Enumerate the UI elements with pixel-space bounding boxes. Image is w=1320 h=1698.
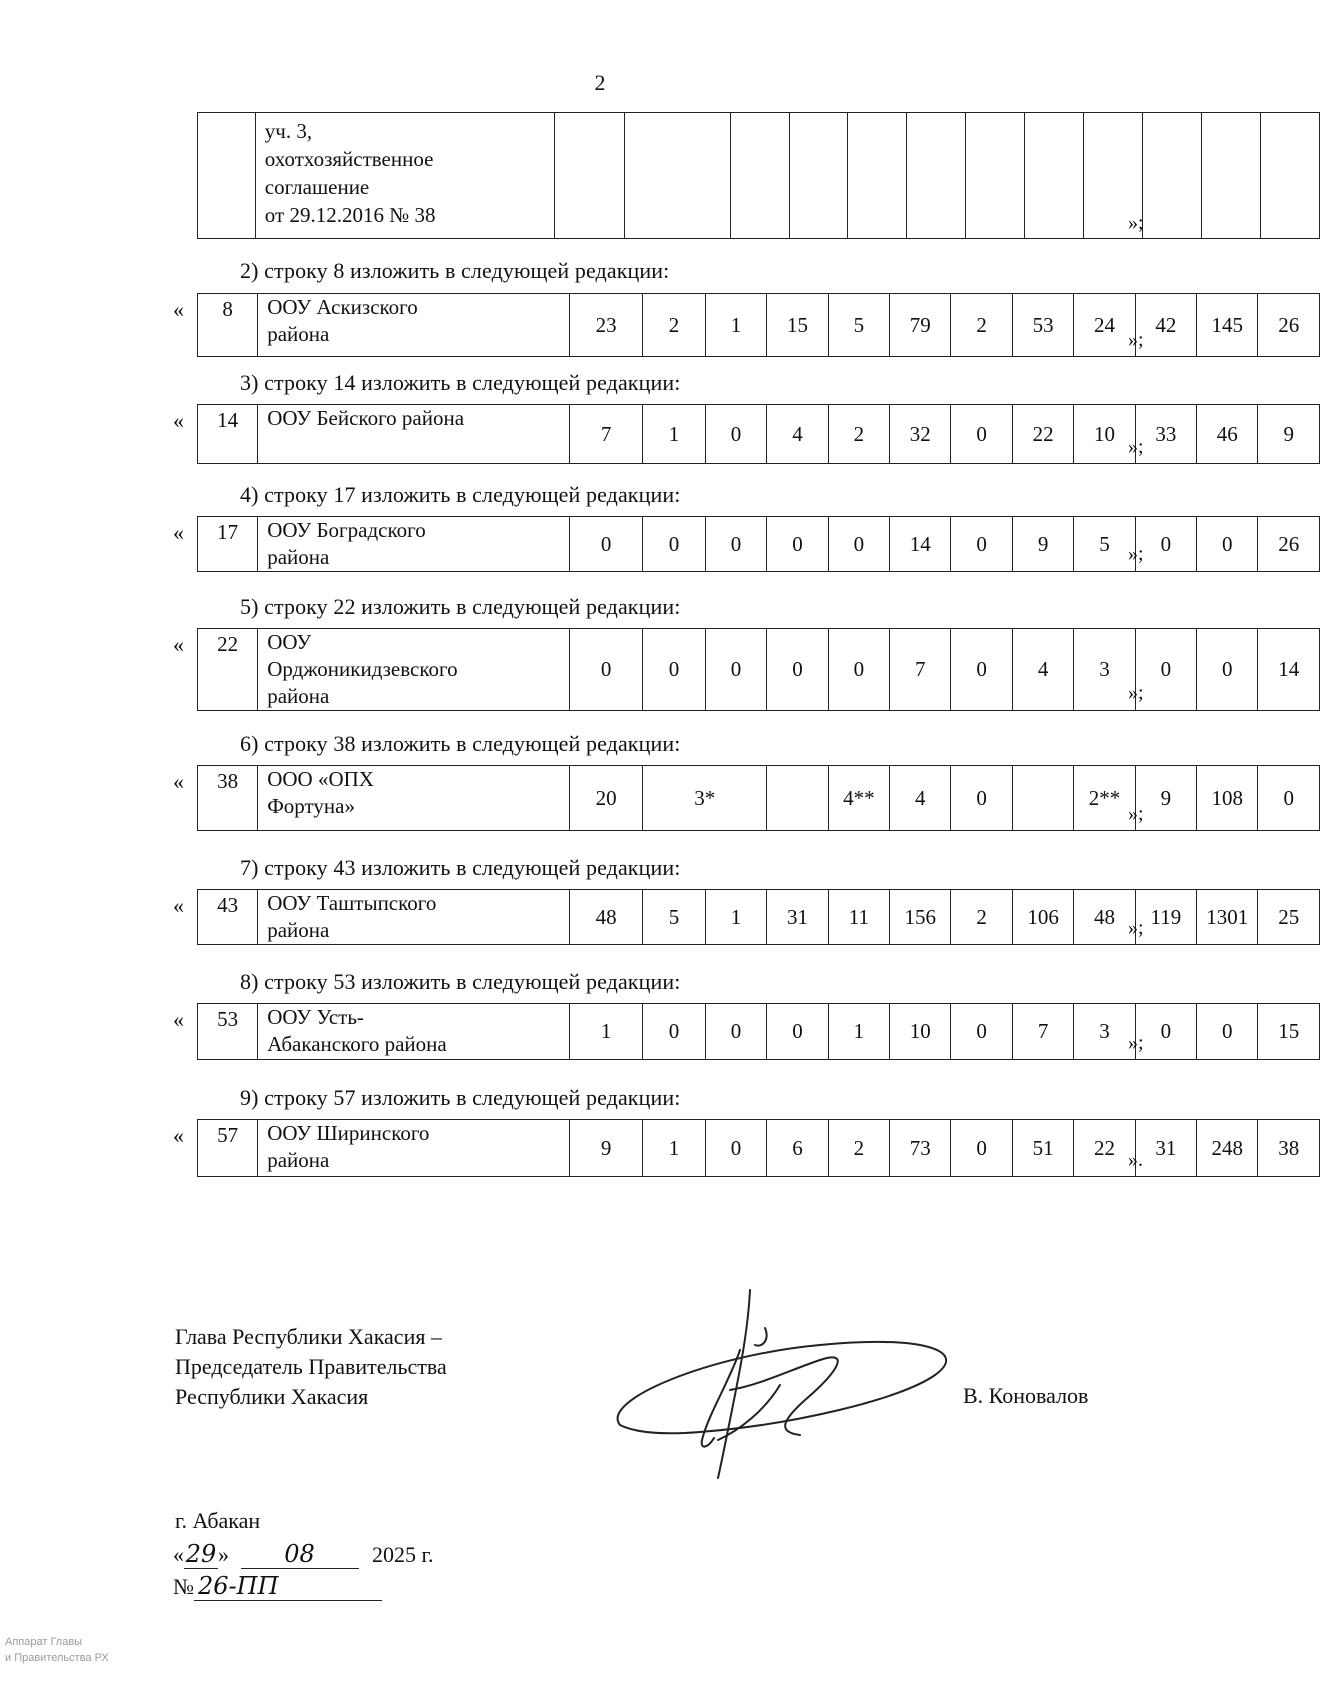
continuation-name-line: от 29.12.2016 № 38	[264, 203, 436, 227]
value-cell: 48	[1074, 890, 1135, 945]
value-cell: 51	[1012, 1120, 1073, 1177]
value-cell: 15	[767, 294, 828, 357]
signatory-title-line: Председатель Правительства	[175, 1354, 447, 1379]
value-cell: 9	[570, 1120, 643, 1177]
date-day: 29	[185, 1540, 217, 1568]
value-cell: 0	[1197, 1004, 1258, 1060]
document-number	[173, 1572, 382, 1601]
close-quote: »;	[1128, 1032, 1144, 1054]
organization-name-line: ООУ	[267, 630, 312, 654]
value-cell: 1	[828, 1004, 889, 1060]
value-cell: 9	[1135, 766, 1196, 831]
value-cell: 119	[1135, 890, 1196, 945]
value-cell: 11	[828, 890, 889, 945]
handwritten-signature	[590, 1290, 970, 1480]
value-cell: 0	[951, 1120, 1012, 1177]
value-cell: 23	[570, 294, 643, 357]
open-quote: «	[173, 520, 184, 545]
continuation-table	[197, 112, 1320, 239]
signing-date	[173, 1540, 434, 1569]
value-cell: 4**	[828, 766, 889, 831]
value-cell: 0	[570, 517, 643, 572]
stamp-line: Аппарат Главы	[5, 1636, 83, 1648]
value-cell: 0	[643, 1004, 706, 1060]
value-cell: 53	[1012, 294, 1073, 357]
value-cell: 7	[1012, 1004, 1073, 1060]
value-cell: 0	[705, 405, 766, 464]
amended-row-table	[197, 404, 1320, 464]
value-cell: 1	[705, 890, 766, 945]
organization-name-line: района	[267, 918, 330, 942]
continuation-name-line: уч. 3,	[264, 119, 313, 143]
organization-name-line: ООУ Боградского	[267, 518, 426, 542]
amendment-heading: 2) строку 8 изложить в следующей редакции:	[240, 258, 670, 283]
stamp-line: и Правительства РХ	[5, 1652, 109, 1664]
organization-name-cell	[258, 890, 570, 945]
number-prefix: №	[173, 1574, 194, 1599]
table-row	[198, 405, 1320, 464]
value-cell: 4	[1012, 629, 1073, 711]
continuation-name-line: охотхозяйственное	[264, 147, 434, 171]
registration-stamp	[5, 1634, 109, 1666]
value-cell: 26	[1258, 294, 1320, 357]
value-cell: 10	[1074, 405, 1135, 464]
value-cell: 0	[570, 629, 643, 711]
value-cell: 73	[890, 1120, 951, 1177]
open-quote: «	[173, 408, 184, 433]
value-cell: 0	[705, 629, 766, 711]
amendment-heading: 8) строку 53 изложить в следующей редакции:	[240, 969, 681, 994]
date-year: 2025 г.	[372, 1542, 434, 1567]
organization-name-line: ООУ Бейского района	[267, 406, 465, 430]
continuation-name-cell	[255, 113, 554, 239]
value-cell: 1	[570, 1004, 643, 1060]
value-cell: 3*	[643, 766, 767, 831]
signatory-title-line: Глава Республики Хакасия –	[175, 1324, 442, 1349]
value-cell: 2	[643, 294, 706, 357]
value-cell: 31	[1135, 1120, 1196, 1177]
value-cell: 7	[890, 629, 951, 711]
value-cell: 4	[767, 405, 828, 464]
open-quote: «	[173, 893, 184, 918]
amended-row-table	[197, 1003, 1320, 1060]
page-number: 2	[594, 70, 606, 95]
organization-name-line: ООУ Таштыпского	[267, 891, 437, 915]
open-quote: «	[173, 1007, 184, 1032]
amended-row-table	[197, 889, 1320, 945]
amendment-heading: 5) строку 22 изложить в следующей редакции:	[240, 594, 681, 619]
value-cell: 22	[1074, 1120, 1135, 1177]
table-row	[198, 1120, 1320, 1177]
amended-row-table	[197, 516, 1320, 572]
organization-name-cell	[258, 629, 570, 711]
value-cell: 0	[643, 629, 706, 711]
table-row	[198, 517, 1320, 572]
value-cell: 42	[1135, 294, 1196, 357]
continuation-num-cell	[198, 113, 256, 239]
amended-row-table	[197, 765, 1320, 831]
organization-name-line: района	[267, 322, 330, 346]
value-cell: 156	[890, 890, 951, 945]
value-cell: 0	[951, 517, 1012, 572]
value-cell: 1301	[1197, 890, 1258, 945]
value-cell: 32	[890, 405, 951, 464]
organization-name-line: Абаканского района	[267, 1032, 447, 1056]
table-row	[198, 294, 1320, 357]
close-quote: »;	[1128, 803, 1144, 825]
organization-name-cell	[258, 1004, 570, 1060]
organization-name-cell	[258, 294, 570, 357]
value-cell: 0	[951, 766, 1012, 831]
value-cell: 248	[1197, 1120, 1258, 1177]
organization-name-line: ООУ Аскизского	[267, 295, 418, 319]
value-cell: 0	[951, 405, 1012, 464]
organization-name-line: района	[267, 1148, 330, 1172]
value-cell: 0	[1135, 629, 1196, 711]
value-cell: 3	[1074, 629, 1135, 711]
open-quote: «	[173, 632, 184, 657]
row-number-cell: 17	[198, 517, 258, 572]
value-cell: 0	[643, 517, 706, 572]
table-row	[198, 766, 1320, 831]
value-cell: 14	[890, 517, 951, 572]
value-cell: 0	[767, 517, 828, 572]
close-quote: ».	[1128, 1149, 1143, 1171]
open-quote: «	[173, 1123, 184, 1148]
table-row	[198, 1004, 1320, 1060]
table-row	[198, 890, 1320, 945]
value-cell: 4	[890, 766, 951, 831]
organization-name-line: Орджоникидзевского	[267, 657, 458, 681]
value-cell	[767, 766, 828, 831]
value-cell: 6	[767, 1120, 828, 1177]
value-cell: 0	[1258, 766, 1320, 831]
value-cell: 0	[951, 629, 1012, 711]
signatory-title-line: Республики Хакасия	[175, 1384, 369, 1409]
value-cell: 9	[1258, 405, 1320, 464]
amendment-heading: 7) строку 43 изложить в следующей редакции:	[240, 855, 681, 880]
value-cell: 2	[951, 890, 1012, 945]
organization-name-line: Фортуна»	[267, 794, 355, 818]
amended-row-table	[197, 293, 1320, 357]
place-of-signing: г. Абакан	[175, 1508, 261, 1533]
organization-name-cell	[258, 1120, 570, 1177]
organization-name-line: ООО «ОПХ	[267, 767, 374, 791]
amendment-heading: 4) строку 17 изложить в следующей редакции:	[240, 482, 681, 507]
value-cell: 46	[1197, 405, 1258, 464]
value-cell: 22	[1012, 405, 1073, 464]
continuation-close-quote: »;	[1128, 212, 1144, 234]
close-quote: »;	[1128, 436, 1144, 458]
row-number-cell: 38	[198, 766, 258, 831]
value-cell: 5	[1074, 517, 1135, 572]
amended-row-table	[197, 628, 1320, 711]
value-cell: 3	[1074, 1004, 1135, 1060]
close-quote: »;	[1128, 329, 1144, 351]
signatory-title	[175, 1322, 447, 1412]
value-cell: 10	[890, 1004, 951, 1060]
value-cell: 20	[570, 766, 643, 831]
close-quote: »;	[1128, 682, 1144, 704]
value-cell: 0	[705, 517, 766, 572]
value-cell: 0	[1197, 629, 1258, 711]
row-number-cell: 8	[198, 294, 258, 357]
table-row	[198, 629, 1320, 711]
value-cell: 0	[951, 1004, 1012, 1060]
value-cell: 0	[705, 1004, 766, 1060]
value-cell: 1	[643, 1120, 706, 1177]
value-cell: 0	[1135, 1004, 1196, 1060]
value-cell: 1	[705, 294, 766, 357]
open-quote: «	[173, 297, 184, 322]
organization-name-cell	[258, 405, 570, 464]
continuation-name-line: соглашение	[264, 175, 370, 199]
value-cell: 0	[1197, 517, 1258, 572]
value-cell: 0	[767, 1004, 828, 1060]
value-cell: 0	[828, 629, 889, 711]
value-cell: 33	[1135, 405, 1196, 464]
signatory-name: В. Коновалов	[963, 1383, 1089, 1408]
row-number-cell: 53	[198, 1004, 258, 1060]
value-cell: 2	[828, 1120, 889, 1177]
value-cell: 48	[570, 890, 643, 945]
value-cell: 7	[570, 405, 643, 464]
value-cell: 106	[1012, 890, 1073, 945]
value-cell: 5	[643, 890, 706, 945]
value-cell: 26	[1258, 517, 1320, 572]
row-number-cell: 14	[198, 405, 258, 464]
value-cell: 25	[1258, 890, 1320, 945]
value-cell: 2	[828, 405, 889, 464]
value-cell: 2	[951, 294, 1012, 357]
value-cell: 2**	[1074, 766, 1135, 831]
date-close-quote: »	[218, 1542, 229, 1567]
value-cell: 145	[1197, 294, 1258, 357]
number-value: 26-ПП	[194, 1572, 382, 1601]
value-cell: 5	[828, 294, 889, 357]
row-number-cell: 57	[198, 1120, 258, 1177]
close-quote: »;	[1128, 917, 1144, 939]
row-number-cell: 22	[198, 629, 258, 711]
organization-name-line: района	[267, 684, 330, 708]
amendment-heading: 3) строку 14 изложить в следующей редакции:	[240, 370, 681, 395]
value-cell: 0	[767, 629, 828, 711]
date-open-quote: «	[173, 1542, 184, 1567]
value-cell: 24	[1074, 294, 1135, 357]
organization-name-line: ООУ Ширинского	[267, 1121, 430, 1145]
amendment-heading: 9) строку 57 изложить в следующей редакции:	[240, 1085, 681, 1110]
value-cell: 0	[705, 1120, 766, 1177]
value-cell: 38	[1258, 1120, 1320, 1177]
value-cell: 15	[1258, 1004, 1320, 1060]
value-cell: 0	[1135, 517, 1196, 572]
amendment-heading: 6) строку 38 изложить в следующей редакции:	[240, 731, 681, 756]
value-cell: 1	[643, 405, 706, 464]
value-cell	[1012, 766, 1073, 831]
organization-name-line: ООУ Усть-	[267, 1005, 364, 1029]
row-number-cell: 43	[198, 890, 258, 945]
value-cell: 14	[1258, 629, 1320, 711]
open-quote: «	[173, 769, 184, 794]
value-cell: 108	[1197, 766, 1258, 831]
value-cell: 0	[828, 517, 889, 572]
organization-name-line: района	[267, 545, 330, 569]
organization-name-cell	[258, 766, 570, 831]
value-cell: 9	[1012, 517, 1073, 572]
organization-name-cell	[258, 517, 570, 572]
amended-row-table	[197, 1119, 1320, 1177]
date-month: 08	[241, 1540, 359, 1569]
value-cell: 79	[890, 294, 951, 357]
value-cell: 31	[767, 890, 828, 945]
close-quote: »;	[1128, 543, 1144, 565]
